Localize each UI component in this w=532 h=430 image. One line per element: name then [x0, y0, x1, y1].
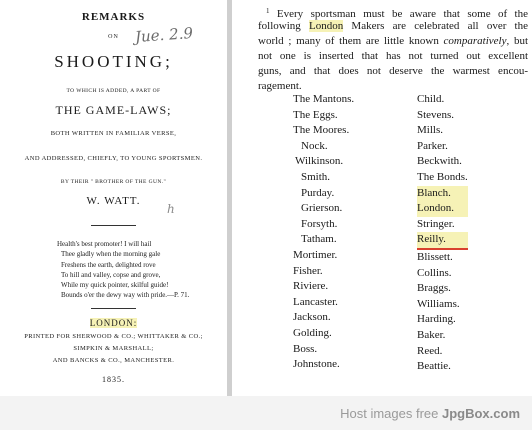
watermark-brand: JpgBox.com — [441, 406, 520, 421]
list-item: Nock. — [301, 139, 328, 152]
imprint-line-2: SIMPKIN & MARSHALL; — [73, 345, 154, 352]
list-item: The Mantons. — [293, 93, 355, 105]
poem-line: Bounds o'er the dewy way with pride.—P. 71. — [61, 291, 190, 300]
title-shooting: SHOOTING; — [54, 52, 173, 71]
london-highlight: London — [308, 20, 344, 32]
title-added: TO WHICH IS ADDED, A PART OF — [66, 88, 161, 94]
list-item: Williams. — [417, 297, 460, 310]
list-item: Parker. — [417, 139, 448, 152]
title-by-line: BY THEIR " BROTHER OF THE GUN." — [60, 179, 167, 185]
author-name: W. WATT. — [86, 195, 141, 207]
poem-line: Freshens the earth, delighted rove — [61, 260, 156, 269]
footnote-line: following London Makers are celebrated all over the — [258, 20, 528, 32]
poem-line: Health's best promoter! I will hail — [57, 240, 152, 248]
imprint-line-3: AND BANCKS & CO., MANCHESTER. — [52, 357, 175, 364]
list-item: Stringer. — [417, 217, 455, 230]
imprint-london — [0, 318, 227, 328]
footnote-line: guns, and that does not deserve the warmest encou- — [258, 65, 528, 77]
list-item: Purday. — [301, 186, 335, 199]
poem-line: While my quick pointer, skilful guide! — [61, 281, 169, 290]
list-item: Stevens. — [417, 108, 454, 121]
list-item: Jackson. — [293, 311, 331, 324]
list-item: Grierson. — [301, 202, 343, 215]
list-item: Johnstone. — [293, 358, 340, 371]
list-item — [417, 232, 468, 250]
divider-rule-bottom — [91, 308, 136, 309]
title-on: ON — [108, 34, 119, 40]
footnote-line: not one is inserted that has not turned out excellent — [258, 50, 528, 62]
list-item: Mortimer. — [293, 248, 338, 261]
handwritten-annotation: Jue. 2.9 — [134, 24, 194, 46]
list-item: Beattie. — [417, 360, 451, 373]
footnote-paragraph — [258, 4, 528, 94]
title-game-laws: THE GAME-LAWS; — [55, 103, 172, 117]
list-item: Collins. — [417, 266, 452, 279]
poem-line: Thee gladly when the morning gale — [61, 250, 161, 259]
watermark: Host images free JpgBox.com — [340, 406, 520, 421]
list-item: Lancaster. — [293, 295, 338, 308]
imprint-line-1: PRINTED FOR SHERWOOD & CO.; WHITTAKER & CO.; — [24, 333, 203, 340]
list-item — [417, 186, 468, 202]
list-item: The Eggs. — [293, 108, 338, 121]
list-item: Tatham. — [301, 233, 337, 246]
publication-year: 1835. — [102, 375, 125, 384]
title-verse: BOTH WRITTEN IN FAMILIAR VERSE, — [50, 130, 177, 137]
list-item: Braggs. — [417, 282, 451, 295]
list-item: Reed. — [417, 344, 443, 357]
list-item: The Moores. — [293, 124, 350, 137]
title-remarks: REMARKS — [81, 11, 146, 23]
list-item: Smith. — [301, 170, 331, 183]
footnote-line: world ; many of them are little known comparatively, but — [258, 35, 529, 47]
reilly-highlight-underlined: Reilly. — [417, 232, 468, 250]
makers-list-left — [293, 92, 354, 373]
list-item: Forsyth. — [301, 217, 338, 230]
list-item: Fisher. — [293, 264, 323, 277]
blanch-highlight: Blanch. — [417, 186, 468, 202]
makers-list-right — [417, 92, 468, 375]
list-item: Riviere. — [293, 280, 329, 293]
handwritten-mark: h — [167, 202, 175, 216]
london-maker-highlight: London. — [417, 201, 468, 217]
list-item: Wilkinson. — [295, 155, 344, 168]
list-item: Baker. — [417, 328, 446, 341]
list-item: Golding. — [293, 326, 332, 339]
footnote-line: $^1$ Every sportsman must be aware that some of the — [266, 7, 528, 20]
poem-line: To hill and valley, copse and grove, — [61, 270, 161, 279]
footnote-marker: 1 — [266, 7, 270, 15]
divider-rule-top — [91, 225, 136, 226]
list-item: Beckwith. — [417, 155, 462, 168]
london-highlight: LONDON: — [89, 318, 138, 328]
title-addressed: AND ADDRESSED, CHIEFLY, TO YOUNG SPORTSMEN. — [24, 155, 203, 162]
list-item: The Bonds. — [417, 170, 468, 183]
epigraph-poem — [57, 239, 189, 301]
footnote-line: ragement. — [258, 80, 302, 92]
list-item: Harding. — [417, 313, 456, 326]
list-item: Mills. — [417, 124, 443, 137]
list-item: Blissett. — [417, 250, 453, 263]
list-item — [417, 201, 468, 217]
list-item: Boss. — [293, 342, 318, 355]
list-item: Child. — [417, 93, 445, 105]
